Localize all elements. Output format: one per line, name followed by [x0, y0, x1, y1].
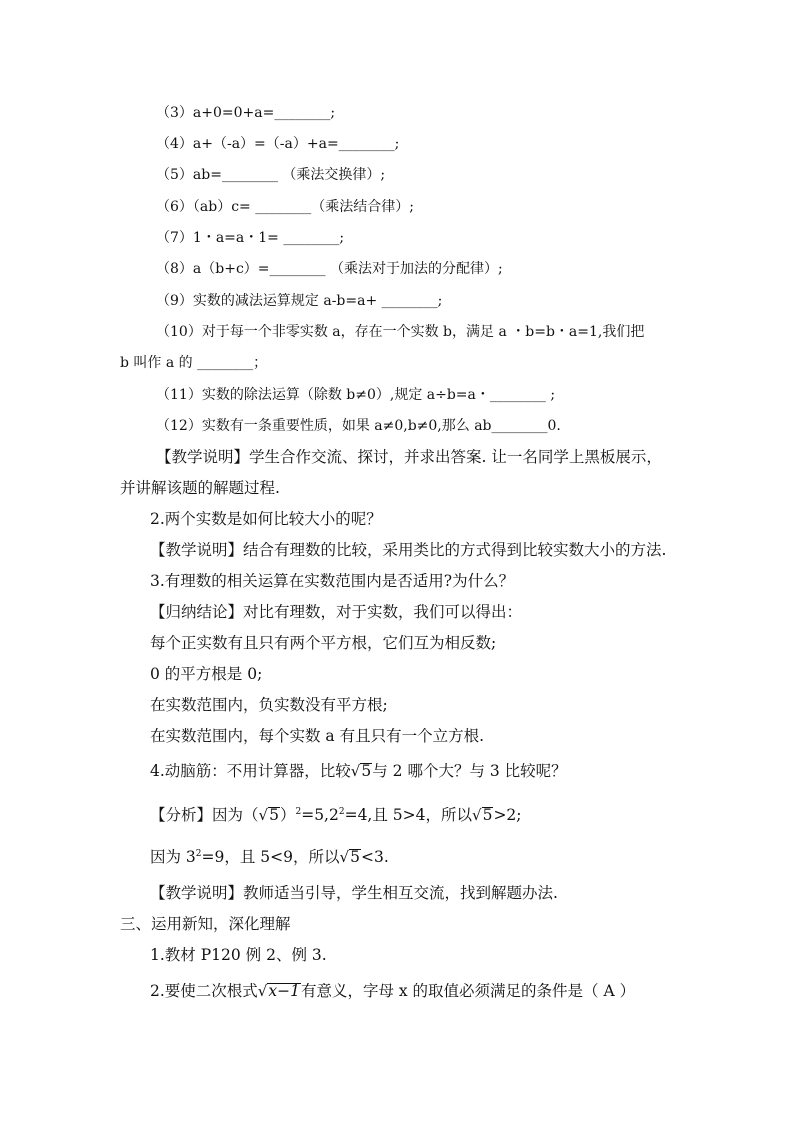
question-3: 3.有理数的相关运算在实数范围内是否适用?为什么？ — [150, 572, 515, 590]
sqrt-5 — [340, 848, 361, 866]
item-6: （6）（ab）c= ________（乘法结合律）; — [156, 199, 414, 215]
analysis2-text-c: =9，且 5<9，所以 — [201, 848, 340, 866]
exercise-2-text-a: 2.要使二次根式 — [150, 982, 258, 1000]
sqrt-5 — [259, 806, 280, 824]
radicand: 5 — [482, 806, 493, 824]
analysis-text-g: =4,且 5>4，所以 — [344, 806, 472, 824]
item-11: （11）实数的除法运算（除数 b≠0）,规定 a÷b=a・________ ; — [156, 387, 556, 403]
conclusion-3: 在实数范围内，负实数没有平方根; — [150, 696, 388, 714]
sqrt-sign: √ — [350, 762, 361, 780]
analysis-line-1 — [150, 806, 522, 824]
item-9: （9）实数的减法运算规定 a-b=a+ ________; — [156, 293, 443, 309]
analysis2-text-e: <3. — [360, 848, 389, 866]
teaching-note-1-cont: 并讲解该题的解题过程. — [120, 479, 280, 497]
radicand: 5 — [350, 848, 360, 866]
analysis-text-e: =5,2 — [301, 806, 339, 824]
question-4-text-b: 与 2 哪个大？与 3 比较呢？ — [372, 762, 567, 780]
question-4-text-a: 4.动脑筋：不用计算器，比较 — [150, 762, 351, 780]
exercise-2-text-c: 有意义，字母 x 的取值必须满足的条件是（ A ） — [300, 982, 636, 1000]
analysis-text-i: >2; — [493, 806, 522, 824]
exercise-1: 1.教材 P120 例 2、例 3. — [150, 946, 327, 964]
item-5: （5）ab=________ （乘法交换律）; — [156, 167, 386, 183]
item-10-cont: b 叫作 a 的 ________； — [120, 355, 268, 371]
teaching-note-2: 【教学说明】结合有理数的比较，采用类比的方式得到比较实数大小的方法. — [150, 541, 667, 559]
exponent: 2 — [295, 806, 302, 817]
analysis-line-2 — [150, 848, 389, 866]
teaching-note-3: 【教学说明】教师适当引导，学生相互交流，找到解题办法. — [150, 884, 558, 902]
analysis2-text-a: 因为 3 — [150, 848, 196, 866]
conclusion-heading: 【归纳结论】对比有理数，对于实数，我们可以得出： — [150, 603, 523, 621]
sqrt-5 — [351, 762, 372, 780]
sqrt-5 — [472, 806, 493, 824]
radicand: 5 — [361, 762, 372, 780]
question-2: 2.两个实数是如何比较大小的呢？ — [150, 510, 382, 528]
conclusion-4: 在实数范围内，每个实数 a 有且只有一个立方根. — [150, 727, 485, 745]
sqrt-sign: √ — [258, 806, 269, 824]
section-3-heading: 三、运用新知，深化理解 — [120, 915, 291, 933]
conclusion-2: 0 的平方根是 0; — [150, 665, 263, 683]
teaching-note-1: 【教学说明】学生合作交流、探讨，并求出答案. 让一名同学上黑板展示， — [156, 448, 662, 466]
sqrt-x-minus-1 — [258, 982, 301, 1000]
item-4: （4）a+（-a）=（-a）+a=________; — [156, 136, 400, 152]
radicand: 5 — [269, 806, 279, 824]
item-12: （12）实数有一条重要性质，如果 a≠0,b≠0,那么 ab________0. — [156, 418, 561, 434]
sqrt-sign: √ — [339, 848, 350, 866]
question-4 — [150, 762, 567, 780]
analysis-text-c: ） — [279, 806, 296, 824]
sqrt-sign: √ — [472, 806, 482, 824]
conclusion-1: 每个正实数有且只有两个平方根，它们互为相反数; — [150, 634, 497, 652]
sqrt-sign: √ — [257, 982, 268, 1000]
item-7: （7）1・a=a・1= ________; — [156, 230, 345, 246]
exponent: 2 — [338, 806, 345, 817]
item-3: （3）a+0=0+a=________; — [156, 105, 336, 121]
analysis-text-a: 【分析】因为（ — [150, 806, 259, 824]
item-10: （10）对于每一个非零实数 a，存在一个实数 b，满足 a ・b=b・a=1,我们把 — [156, 324, 645, 340]
exponent: 2 — [195, 848, 202, 859]
item-8: （8）a（b+c）=________ （乘法对于加法的分配律）; — [156, 261, 503, 277]
radicand: x−1 — [268, 982, 300, 1000]
exercise-2 — [150, 982, 635, 1000]
